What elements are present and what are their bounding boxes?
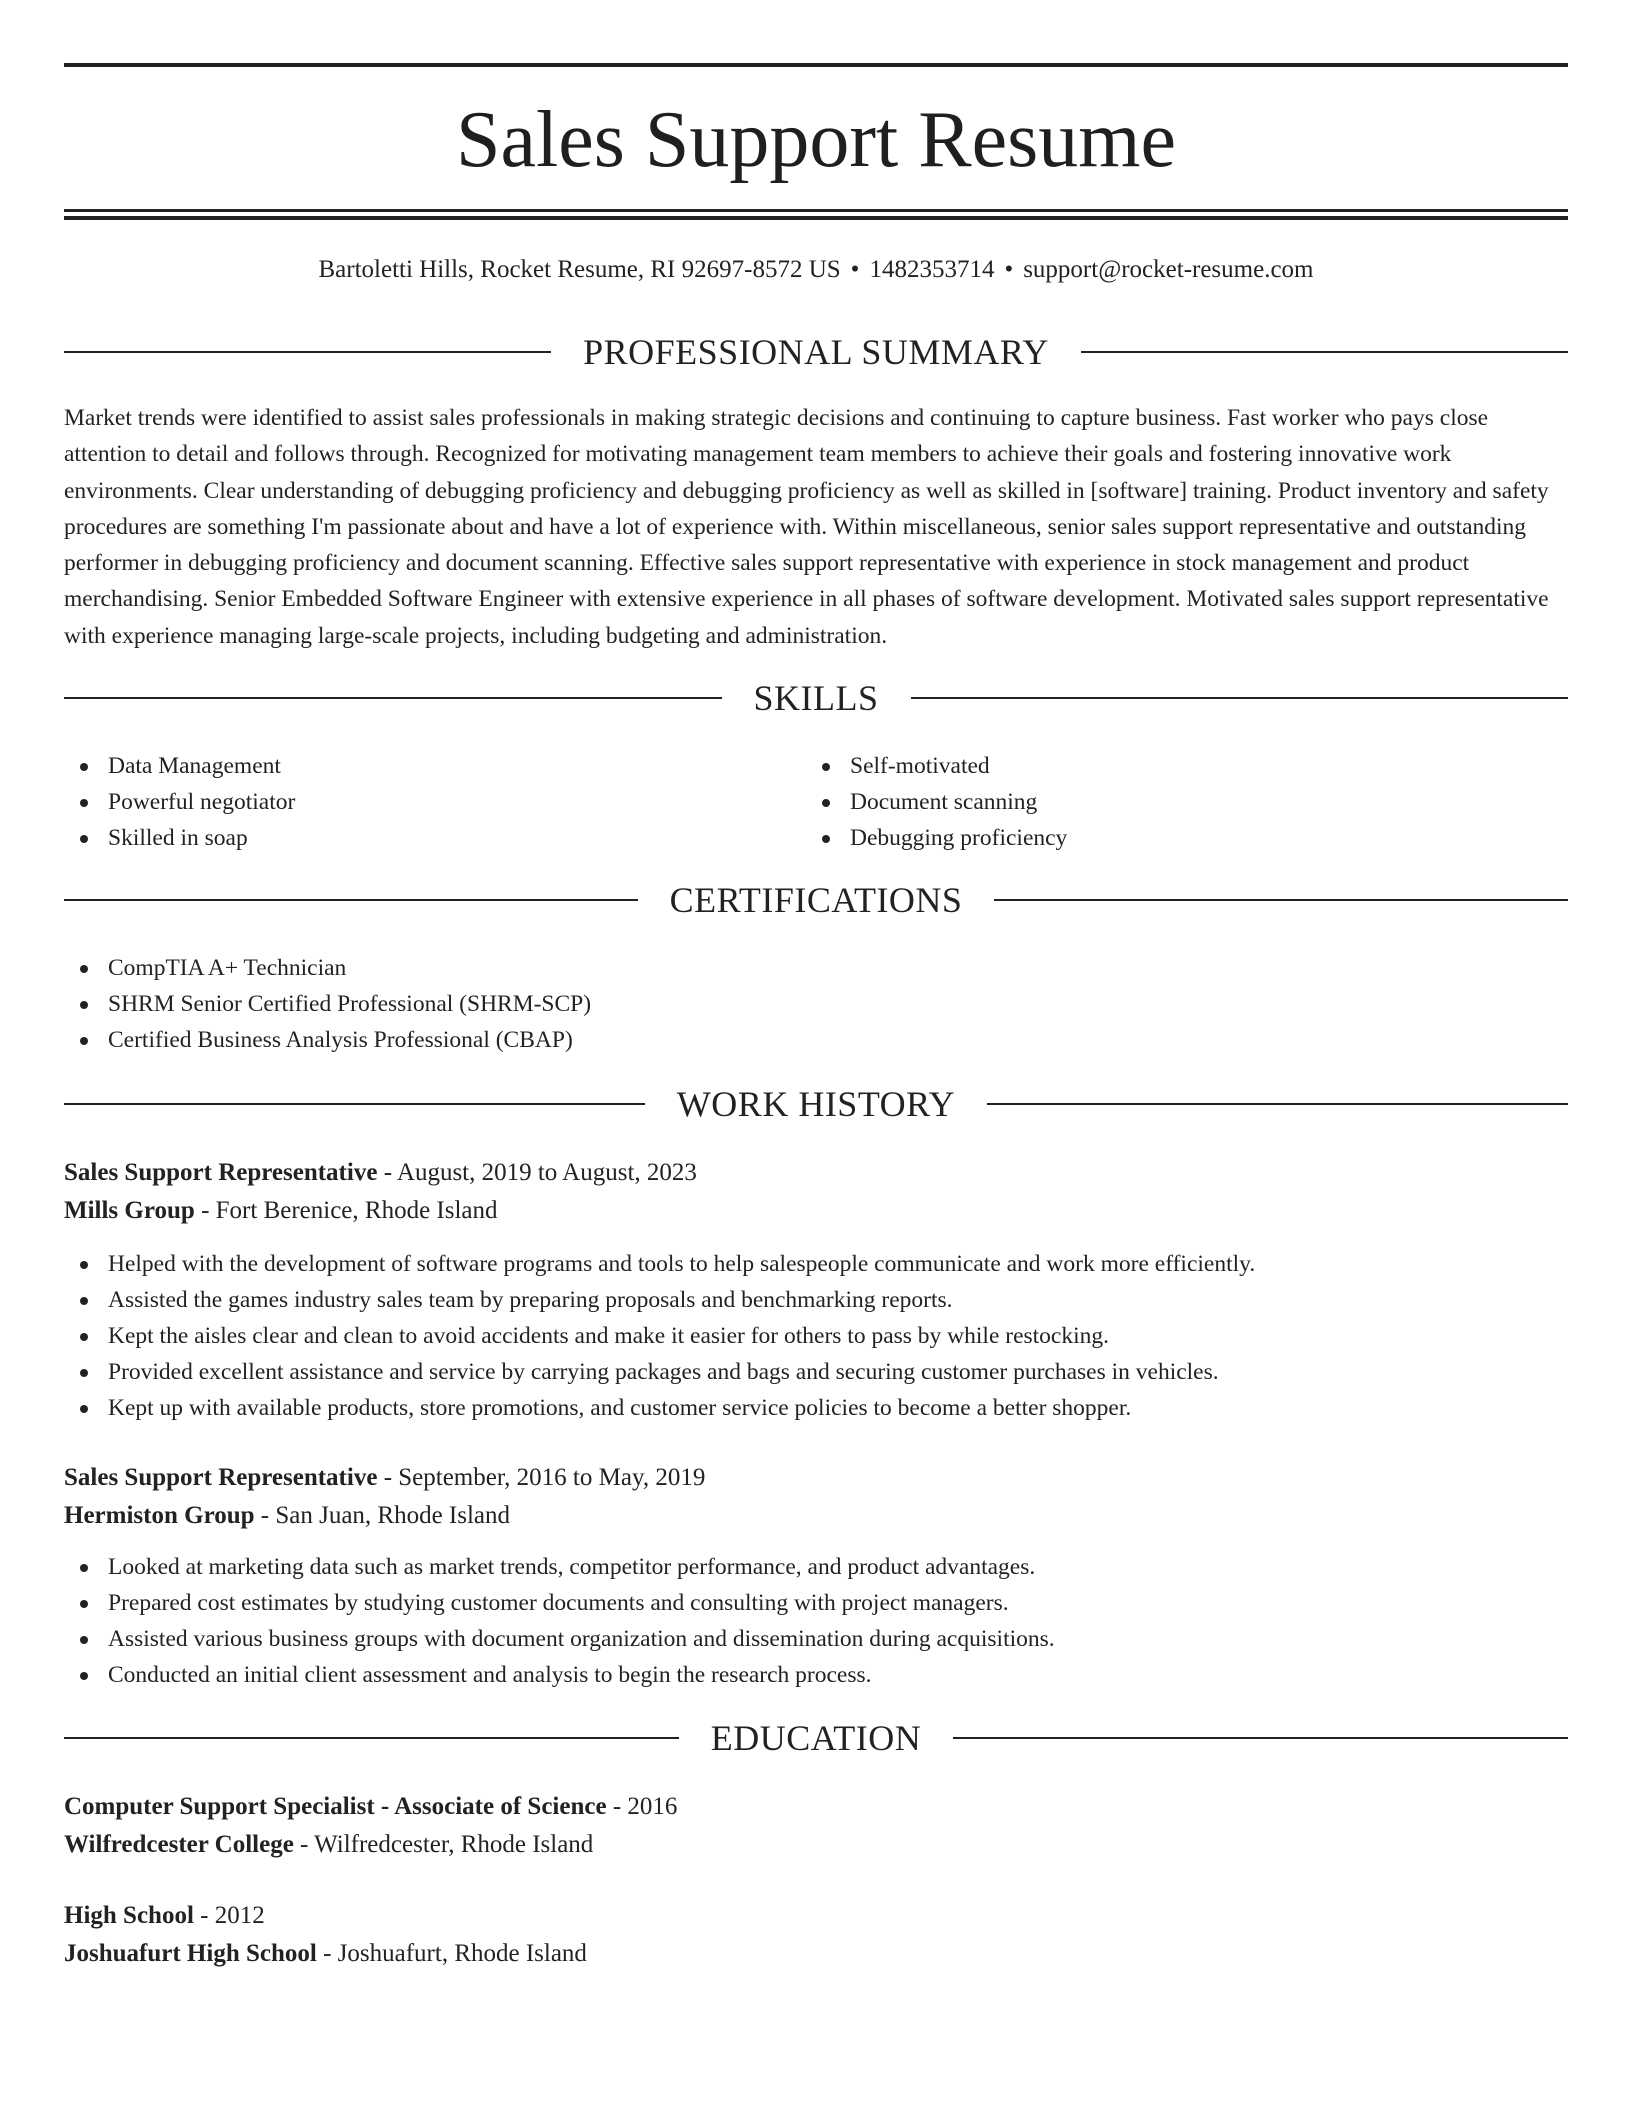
contact-email: support@rocket-resume.com <box>1023 256 1314 283</box>
job-title-line <box>64 1459 1568 1497</box>
section-heading-certifications <box>64 878 1568 922</box>
education-degree: High School <box>64 1902 194 1929</box>
education-entry <box>64 1897 1568 1973</box>
job-duty: Kept up with available products, store promotions, and customer service policies to become a better shopper. <box>64 1390 1568 1426</box>
education-year: - 2016 <box>606 1793 678 1820</box>
section-heading-education <box>64 1716 1568 1760</box>
job-dates: - September, 2016 to May, 2019 <box>377 1464 706 1491</box>
skill-item: Data Management <box>64 748 806 784</box>
section-title: PROFESSIONAL SUMMARY <box>583 332 1049 372</box>
section-heading-work-history <box>64 1082 1568 1126</box>
skill-item: Powerful negotiator <box>64 784 806 820</box>
contact-separator: • <box>850 256 860 283</box>
job-duty: Helped with the development of software programs and tools to help salespeople communicate and work more efficiently. <box>64 1246 1568 1282</box>
skill-item: Debugging proficiency <box>806 820 1548 856</box>
certification-item: Certified Business Analysis Professional (CBAP) <box>64 1022 1568 1058</box>
job-dates: - August, 2019 to August, 2023 <box>377 1159 697 1186</box>
section-heading-skills <box>64 676 1568 720</box>
education-year: - 2012 <box>193 1902 265 1929</box>
job-company: Hermiston Group <box>64 1502 255 1529</box>
job-title-line <box>64 1154 1568 1192</box>
certification-item: SHRM Senior Certified Professional (SHRM-SCP) <box>64 986 1568 1022</box>
education-entry <box>64 1788 1568 1864</box>
job-title: Sales Support Representative <box>64 1159 378 1186</box>
education-school: Joshuafurt High School <box>64 1940 317 1967</box>
title-rule-lower <box>64 216 1568 220</box>
education-school: Wilfredcester College <box>64 1831 294 1858</box>
contact-address: Bartoletti Hills, Rocket Resume, RI 92697-8572 US <box>318 256 841 283</box>
section-title: SKILLS <box>753 678 879 718</box>
job-duty: Assisted the games industry sales team by preparing proposals and benchmarking reports. <box>64 1282 1568 1318</box>
job-company: Mills Group <box>64 1197 195 1224</box>
skill-item: Self-motivated <box>806 748 1548 784</box>
section-title: WORK HISTORY <box>676 1084 956 1124</box>
job-duty: Assisted various business groups with document organization and dissemination during acquisitions. <box>64 1621 1568 1657</box>
heading-rule-left <box>64 697 722 699</box>
education-school-line <box>64 1935 1568 1973</box>
contact-line <box>64 252 1568 288</box>
section-title: EDUCATION <box>710 1718 922 1758</box>
section-title: CERTIFICATIONS <box>669 880 963 920</box>
skill-item: Skilled in soap <box>64 820 806 856</box>
heading-rule-right <box>1081 351 1568 353</box>
job-duty: Looked at marketing data such as market trends, competitor performance, and product advantages. <box>64 1549 1568 1585</box>
job-company-line <box>64 1497 1568 1535</box>
skills-list <box>64 748 1568 856</box>
title-rule-upper <box>64 209 1568 212</box>
education-degree-line <box>64 1897 1568 1935</box>
education-location: - Joshuafurt, Rhode Island <box>316 1940 587 1967</box>
education-location: - Wilfredcester, Rhode Island <box>293 1831 594 1858</box>
job-duty: Provided excellent assistance and service by carrying packages and bags and securing customer purchases in vehicles. <box>64 1354 1568 1390</box>
heading-rule-right <box>994 899 1568 901</box>
heading-rule-right <box>987 1103 1568 1105</box>
skills-column-left <box>64 748 806 856</box>
heading-rule-left <box>64 1737 679 1739</box>
skill-item: Document scanning <box>806 784 1548 820</box>
job-duty: Conducted an initial client assessment and analysis to begin the research process. <box>64 1657 1568 1693</box>
resume-title: Sales Support Resume <box>456 96 1176 184</box>
job-duties-list <box>64 1246 1568 1426</box>
education-degree: Computer Support Specialist - Associate of Science <box>64 1793 607 1820</box>
contact-phone: 1482353714 <box>869 256 995 283</box>
job-location: - San Juan, Rhode Island <box>254 1502 511 1529</box>
section-heading-summary <box>64 330 1568 374</box>
job-company-line <box>64 1192 1568 1230</box>
skills-column-right <box>806 748 1548 856</box>
contact-separator: • <box>1004 256 1014 283</box>
job-title: Sales Support Representative <box>64 1464 378 1491</box>
job-duty: Kept the aisles clear and clean to avoid accidents and make it easier for others to pass by while restocking. <box>64 1318 1568 1354</box>
education-school-line <box>64 1826 1568 1864</box>
job-duties-list <box>64 1549 1568 1693</box>
heading-rule-right <box>911 697 1569 699</box>
heading-rule-right <box>953 1737 1568 1739</box>
certification-item: CompTIA A+ Technician <box>64 950 1568 986</box>
heading-rule-left <box>64 899 638 901</box>
job-entry <box>64 1459 1568 1693</box>
certifications-list <box>64 950 1568 1058</box>
job-location: - Fort Berenice, Rhode Island <box>194 1197 498 1224</box>
job-entry <box>64 1154 1568 1426</box>
heading-rule-left <box>64 1103 645 1105</box>
top-rule <box>64 63 1568 67</box>
heading-rule-left <box>64 351 551 353</box>
job-duty: Prepared cost estimates by studying customer documents and consulting with project managers. <box>64 1585 1568 1621</box>
summary-text: Market trends were identified to assist sales professionals in making strategic decisions and continuing to capture business. Fast worker who pays close attention to detail and follows through. Recognized for motivating management team members to achieve their goals and fostering innovative work environments. Clear understanding of debugging proficiency and debugging proficiency as well as skilled in [software] training. Product inventory and safety procedures are something I'm passionate about and have a lot of experience with. Within miscellaneous, senior sales support representative and outstanding performer in debugging proficiency and document scanning. Effective sales support representative with experience in stock management and product merchandising. Senior Embedded Software Engineer with extensive experience in all phases of software development. Motivated sales support representative with experience managing large-scale projects, including budgeting and administration. <box>64 405 1549 649</box>
education-degree-line <box>64 1788 1568 1826</box>
